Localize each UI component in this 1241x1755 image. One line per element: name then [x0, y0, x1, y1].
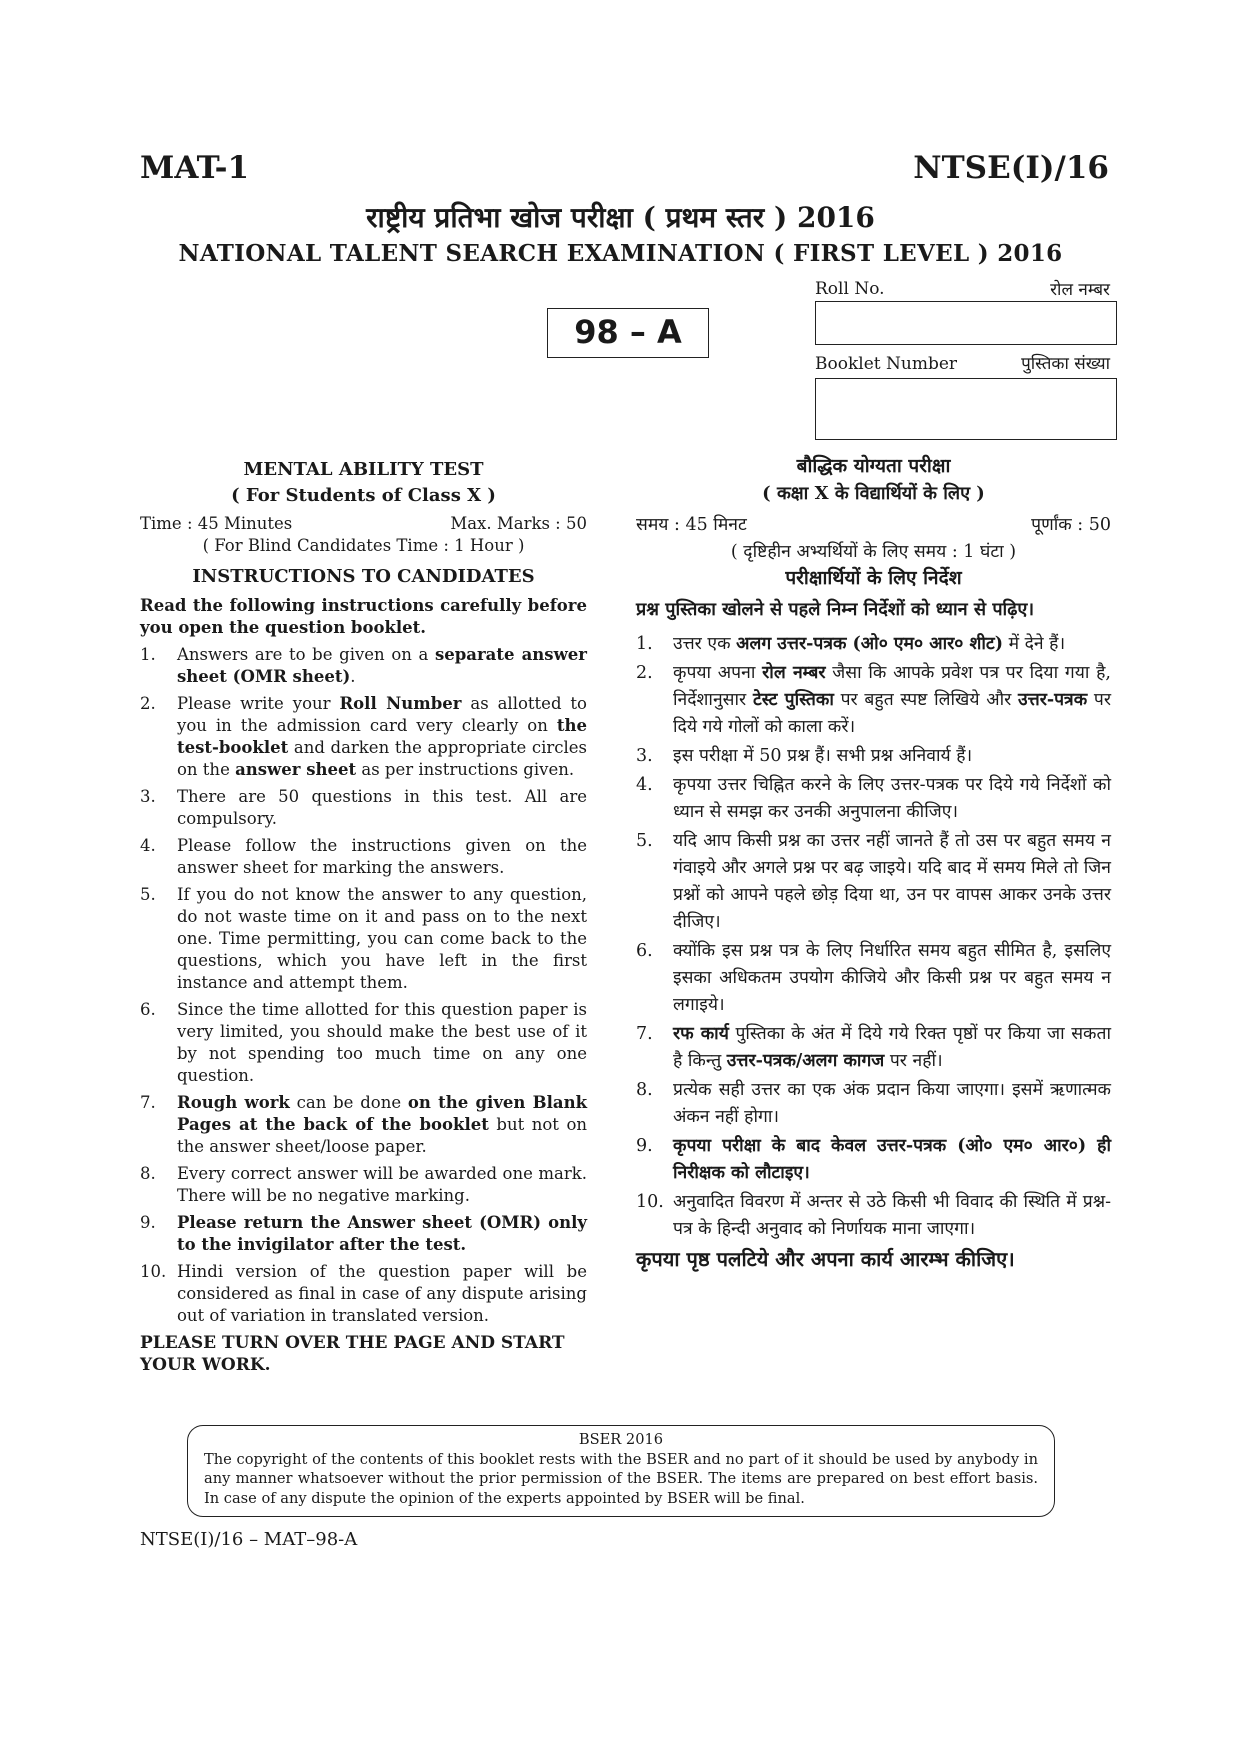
hindi-instruction-number: 1. — [636, 634, 653, 654]
roll-label-en: Roll No. — [815, 279, 885, 299]
english-instruction-text: Every correct answer will be awarded one mark. There will be no negative marking. — [177, 1164, 587, 1205]
hindi-time-row — [636, 512, 1111, 539]
english-instruction-text: Hindi version of the question paper will be considered as final in case of any dispute arising out of variation in translated version. — [177, 1262, 587, 1325]
english-instruction-number: 6. — [140, 1000, 156, 1019]
page-footer-code: NTSE(I)/16 – MAT–98-A — [140, 1529, 358, 1550]
english-instruction-text: and darken the appropriate circles on the — [177, 738, 587, 779]
english-instruction-item — [140, 835, 587, 879]
hindi-instruction-item — [636, 828, 1111, 936]
hindi-instruction-emphasis: अलग उत्तर-पत्रक (ओ० एम० आर० शीट) — [736, 634, 1003, 654]
english-instruction-emphasis: Roll Number — [339, 694, 462, 713]
english-instruction-number: 1. — [140, 645, 156, 664]
hindi-instruction-text: अनुवादित विवरण में अन्तर से उठे किसी भी विवाद की स्थिति में प्रश्न-पत्र के हिन्दी अनुवाद को निर्णायक माना जाएगा। — [673, 1192, 1111, 1239]
english-instruction-list — [140, 644, 587, 1327]
english-footer-note: PLEASE TURN OVER THE PAGE AND START YOUR WORK. — [140, 1333, 565, 1375]
hindi-instruction-text: यदि आप किसी प्रश्न का उत्तर नहीं जानते हैं तो उस पर बहुत समय न गंवाइये और अगले प्रश्न पर बढ़ जाइये। यदि बाद में समय मिले तो जिन प्रश्नों को आपने पहले छोड़ दिया था, उन पर वापस आकर उनके उत्तर दीजिए। — [673, 831, 1111, 932]
english-instruction-item — [140, 1261, 587, 1327]
hindi-lead-text: प्रश्न पुस्तिका खोलने से पहले निम्न निर्देशों को ध्यान से पढ़िए। — [636, 599, 1035, 620]
english-instruction-number: 9. — [140, 1213, 156, 1232]
english-instruction-text: but not on the answer sheet/loose paper. — [177, 1115, 588, 1156]
hindi-instruction-text: इस परीक्षा में 50 प्रश्न हैं। सभी प्रश्न अनिवार्य हैं। — [673, 746, 973, 766]
english-instruction-text: as per instructions given. — [356, 760, 575, 779]
hindi-instruction-list — [636, 631, 1111, 1243]
paper-code-left: MAT-1 — [140, 150, 250, 186]
english-instruction-text: Answers are to be given on a — [177, 645, 435, 664]
english-instruction-item — [140, 786, 587, 830]
hindi-blind-note: ( दृष्टिहीन अभ्यर्थियों के लिए समय : 1 घंटा ) — [730, 542, 1017, 562]
english-instruction-item — [140, 1092, 587, 1158]
english-class-subtitle: ( For Students of Class X ) — [231, 485, 496, 506]
copyright-text: The copyright of the contents of this booklet rests with the BSER and no part of it should be used by anybody in any manner whatsoever without the prior permission of the BSER. The items are prepared on best effort basis. In case of any dispute the opinion of the experts appointed by BSER will be final. — [204, 1450, 1038, 1507]
booklet-number-field[interactable] — [815, 378, 1117, 440]
hindi-instruction-number: 7. — [636, 1024, 653, 1044]
hindi-instruction-text: पुस्तिका के अंत में दिये गये रिक्त पृष्ठों पर किया जा सकता है किन्तु — [673, 1024, 1111, 1071]
roll-number-field[interactable] — [815, 301, 1117, 345]
hindi-exam-title: राष्ट्रीय प्रतिभा खोज परीक्षा ( प्रथम स्तर ) 2016 — [366, 201, 875, 234]
english-instruction-item — [140, 644, 587, 688]
hindi-instruction-emphasis: रफ कार्य — [673, 1024, 729, 1044]
english-instruction-item — [140, 884, 587, 994]
hindi-instruction-item — [636, 938, 1111, 1019]
english-instruction-number: 8. — [140, 1164, 156, 1183]
english-instruction-number: 7. — [140, 1093, 156, 1112]
hindi-instruction-emphasis: उत्तर-पत्रक/अलग कागज — [726, 1051, 885, 1071]
booklet-label-en: Booklet Number — [815, 354, 958, 374]
english-instruction-emphasis: Please return the Answer sheet (OMR) only to the invigilator after the test. — [177, 1213, 587, 1254]
english-instruction-number: 3. — [140, 787, 156, 806]
english-instruction-text: If you do not know the answer to any question, do not waste time on it and pass on to the next one. Time permitting, you can come back to the questions, which you have left in the first instance and attempt them. — [177, 885, 587, 992]
english-exam-title: NATIONAL TALENT SEARCH EXAMINATION ( FIRST LEVEL ) 2016 — [178, 240, 1063, 267]
english-instruction-emphasis: the test-booklet — [177, 716, 587, 757]
hindi-class-subtitle: ( कक्षा X के विद्यार्थियों के लिए ) — [762, 483, 985, 504]
hindi-instruction-text: कृपया उत्तर चिह्नित करने के लिए उत्तर-पत्रक पर दिये गये निर्देशों को ध्यान से समझ कर उनकी अनुपालना कीजिए। — [673, 775, 1111, 822]
english-max-marks: Max. Marks : 50 — [450, 514, 587, 533]
english-instruction-text: . — [350, 667, 356, 686]
english-instruction-text: Please write your — [177, 694, 340, 713]
hindi-instruction-number: 4. — [636, 775, 653, 795]
hindi-instruction-item — [636, 631, 1111, 658]
english-instruction-item — [140, 1212, 587, 1256]
english-instruction-item — [140, 999, 587, 1087]
hindi-instruction-item — [636, 772, 1111, 826]
hindi-instruction-emphasis: रोल नम्बर — [762, 663, 826, 683]
hindi-instruction-emphasis: उत्तर-पत्रक — [1018, 690, 1088, 710]
english-blind-note: ( For Blind Candidates Time : 1 Hour ) — [202, 536, 525, 555]
hindi-max-marks: पूर्णांक : 50 — [1031, 515, 1111, 535]
english-instruction-text: There are 50 questions in this test. All are compulsory. — [177, 787, 587, 828]
english-instruction-number: 5. — [140, 885, 156, 904]
hindi-instruction-item — [636, 1133, 1111, 1187]
roll-label-hi: रोल नम्बर — [1050, 280, 1110, 300]
hindi-instruction-text: पर दिये गये गोलों को काला करें। — [673, 690, 1111, 737]
hindi-instruction-item — [636, 660, 1111, 741]
english-instruction-emphasis: separate answer sheet (OMR sheet) — [177, 645, 587, 686]
english-instruction-text: can be done — [289, 1093, 408, 1112]
hindi-instruction-text: पर नहीं। — [884, 1051, 943, 1071]
hindi-instruction-text: कृपया अपना — [673, 663, 763, 683]
hindi-instruction-number: 5. — [636, 831, 653, 851]
english-instruction-emphasis: on the given Blank Pages at the back of the booklet — [177, 1093, 588, 1134]
booklet-label-hi: पुस्तिका संख्या — [1021, 354, 1110, 374]
english-time: Time : 45 Minutes — [140, 514, 293, 533]
hindi-instruction-number: 10. — [636, 1192, 664, 1212]
hindi-instruction-item — [636, 743, 1111, 770]
english-instruction-text: Please follow the instructions given on the answer sheet for marking the answers. — [177, 836, 587, 877]
hindi-instruction-number: 2. — [636, 663, 653, 683]
english-instruction-emphasis: answer sheet — [235, 760, 357, 779]
english-instruction-number: 4. — [140, 836, 156, 855]
hindi-instruction-emphasis: टेस्ट पुस्तिका — [752, 690, 834, 710]
hindi-footer-note: कृपया पृष्ठ पलटिये और अपना कार्य आरम्भ कीजिए। — [636, 1247, 1015, 1271]
copyright-title: BSER 2016 — [578, 1431, 664, 1448]
hindi-instruction-item — [636, 1021, 1111, 1075]
hindi-instruction-text: प्रत्येक सही उत्तर का एक अंक प्रदान किया जाएगा। इसमें ऋणात्मक अंकन नहीं होगा। — [673, 1080, 1111, 1127]
english-test-title: MENTAL ABILITY TEST — [243, 459, 484, 480]
english-instruction-number: 2. — [140, 694, 156, 713]
english-instruction-item — [140, 1163, 587, 1207]
english-lead-text: Read the following instructions carefully before you open the question booklet. — [140, 596, 587, 637]
english-instruction-emphasis: Rough work — [177, 1093, 290, 1112]
english-column — [140, 457, 587, 1376]
hindi-instruction-text: क्योंकि इस प्रश्न पत्र के लिए निर्धारित समय बहुत सीमित है, इसलिए इसका अधिकतम उपयोग कीजिये और किसी प्रश्न पर बहुत समय न लगाइये। — [673, 941, 1111, 1015]
copyright-notice — [187, 1425, 1055, 1517]
hindi-instruction-text: में देने हैं। — [1003, 634, 1066, 654]
hindi-instruction-item — [636, 1189, 1111, 1243]
hindi-test-title: बौद्धिक योग्यता परीक्षा — [796, 455, 951, 477]
set-code-box: 98 – A — [547, 308, 709, 358]
hindi-instruction-number: 8. — [636, 1080, 653, 1100]
hindi-instruction-number: 3. — [636, 746, 653, 766]
hindi-time: समय : 45 मिनट — [636, 515, 747, 535]
english-instruction-text: as allotted to you in the admission card very clearly on — [177, 694, 587, 735]
english-instructions-heading: INSTRUCTIONS TO CANDIDATES — [192, 566, 535, 587]
hindi-instruction-text: पर बहुत स्पष्ट लिखिये और — [833, 690, 1019, 710]
hindi-instruction-item — [636, 1077, 1111, 1131]
hindi-instruction-number: 9. — [636, 1136, 653, 1156]
hindi-instruction-text: जैसा कि आपके प्रवेश पत्र पर दिया गया है, निर्देशानुसार — [673, 663, 1111, 710]
hindi-instructions-heading: परीक्षार्थियों के लिए निर्देश — [785, 567, 962, 589]
hindi-column — [636, 452, 1111, 1272]
hindi-instruction-text: उत्तर एक — [673, 634, 737, 654]
hindi-instruction-emphasis: कृपया परीक्षा के बाद केवल उत्तर-पत्रक (ओ० एम० आर०) ही निरीक्षक को लौटाइए। — [673, 1136, 1111, 1183]
english-instruction-item — [140, 693, 587, 781]
english-instruction-number: 10. — [140, 1262, 167, 1281]
english-time-row — [140, 513, 587, 535]
hindi-instruction-number: 6. — [636, 941, 653, 961]
paper-code-right: NTSE(I)/16 — [913, 150, 1109, 186]
english-instruction-text: Since the time allotted for this question paper is very limited, you should make the best use of it by not spending too much time on any one question. — [177, 1000, 587, 1085]
